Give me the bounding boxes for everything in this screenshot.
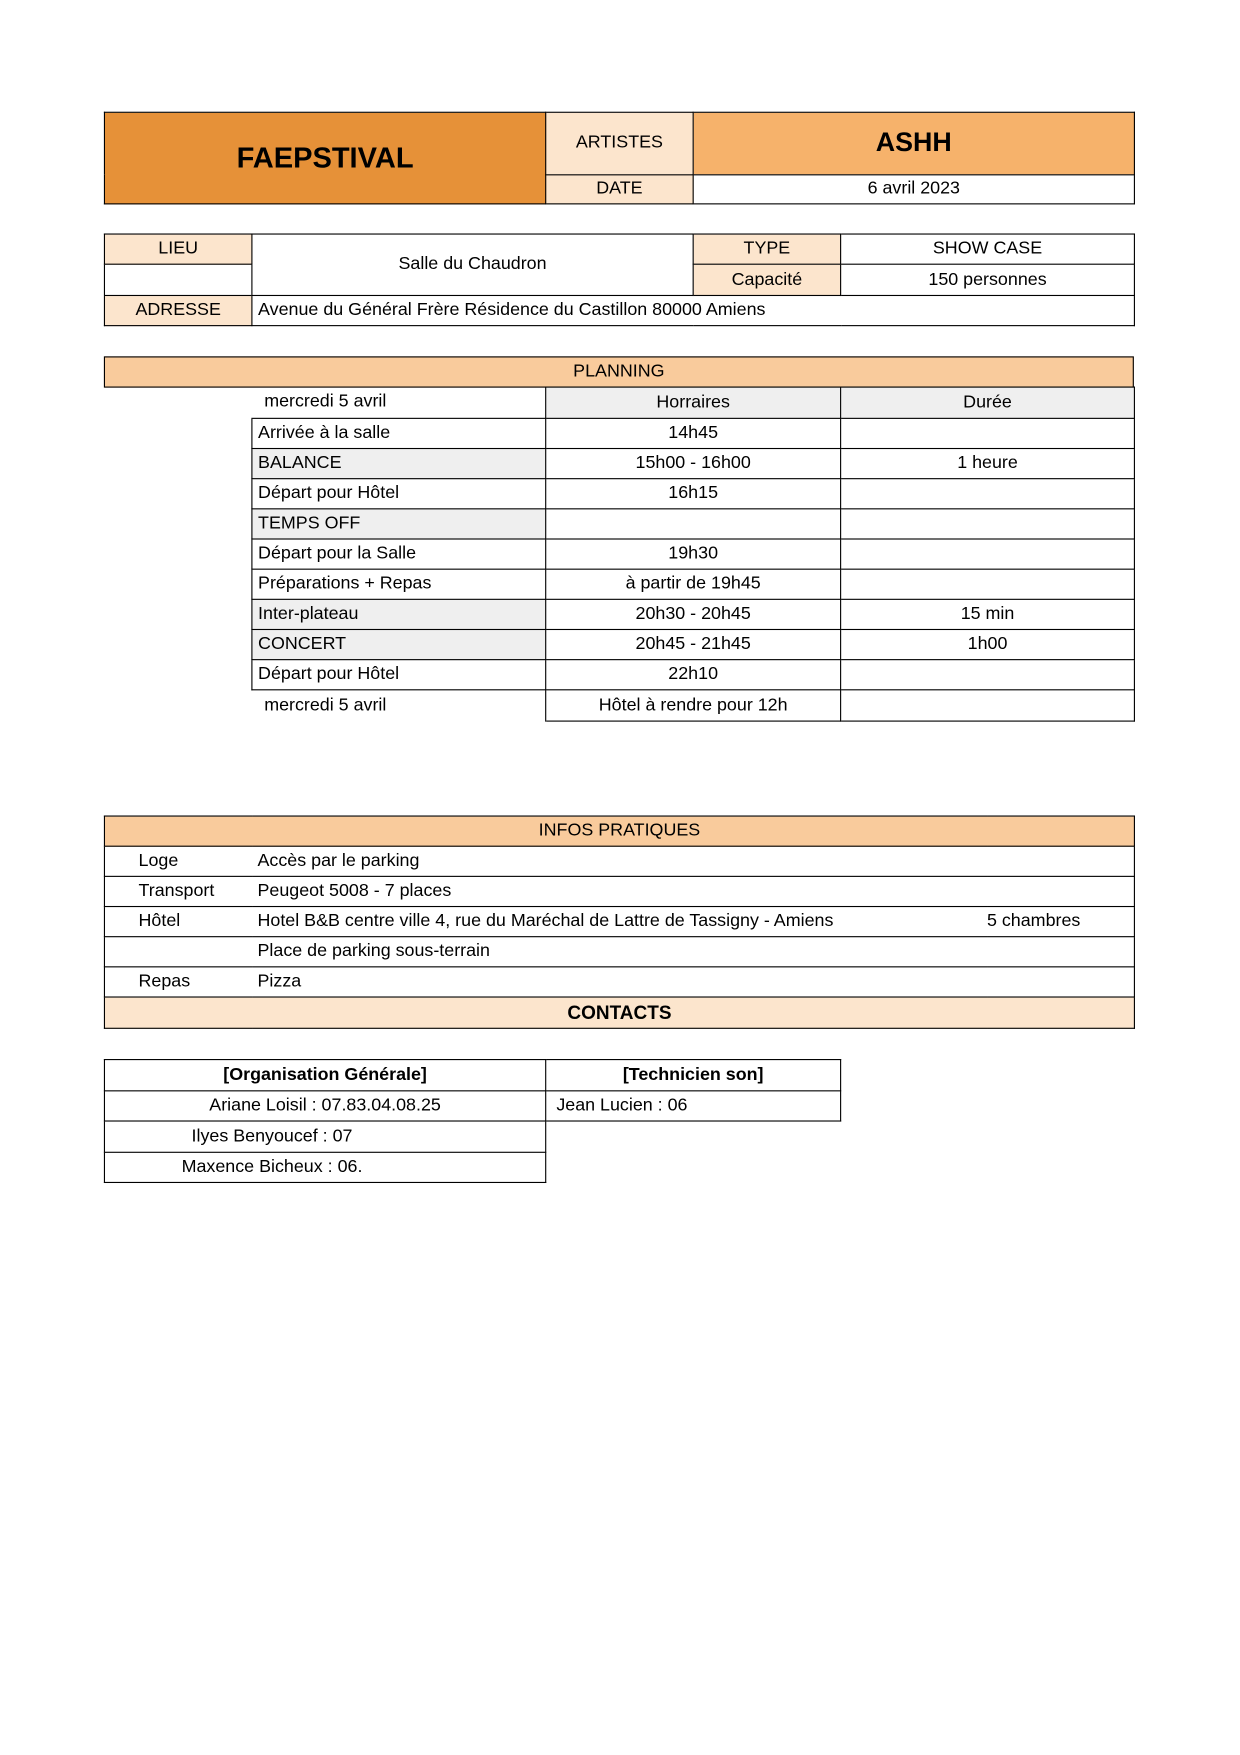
- planning-row: [252, 418, 1135, 448]
- info-value: Hotel B&B centre ville 4, rue du Maréchal de Lattre de Tassigny - Amiens: [252, 907, 987, 937]
- infos-table: [104, 815, 1135, 1028]
- planning-activity: Départ pour Hôtel: [252, 660, 546, 690]
- lieu-label: LIEU: [104, 234, 251, 264]
- artist-name: ASHH: [693, 112, 1134, 174]
- type-label: TYPE: [693, 234, 840, 264]
- planning-day: mercredi 5 avril: [252, 387, 546, 418]
- planning-activity: BALANCE: [252, 449, 546, 479]
- planning-row: [252, 599, 1135, 629]
- planning-duration: [841, 418, 1135, 448]
- planning-row: [252, 660, 1135, 690]
- address-value: Avenue du Général Frère Résidence du Castillon 80000 Amiens: [252, 295, 1135, 325]
- planning-activity: TEMPS OFF: [252, 509, 546, 539]
- info-label: Repas: [104, 967, 251, 997]
- date-label: DATE: [546, 174, 693, 203]
- info-extra: 5 chambres: [987, 907, 1134, 937]
- planning-row: [252, 539, 1135, 569]
- tech-title: [Technicien son]: [546, 1060, 841, 1091]
- planning-hours: à partir de 19h45: [546, 569, 841, 599]
- planning-duration: [841, 539, 1135, 569]
- planning-hours: 19h30: [546, 539, 841, 569]
- org-contact: Ariane Loisil : 07.83.04.08.25: [104, 1091, 545, 1121]
- planning-hours: 15h00 - 16h00: [546, 449, 841, 479]
- empty-cell: [546, 1121, 841, 1152]
- info-value: Place de parking sous-terrain: [252, 937, 987, 967]
- planning-title: PLANNING: [104, 356, 1134, 387]
- planning-row: [252, 629, 1135, 659]
- planning-activity: Départ pour Hôtel: [252, 479, 546, 509]
- empty-cell: [841, 690, 1135, 721]
- planning-activity: Départ pour la Salle: [252, 539, 546, 569]
- infos-title: INFOS PRATIQUES: [104, 816, 1134, 846]
- planning-duration: 1 heure: [841, 449, 1135, 479]
- planning-footer-day: mercredi 5 avril: [252, 690, 546, 721]
- planning-activity: Préparations + Repas: [252, 569, 546, 599]
- info-label: Hôtel: [104, 907, 251, 937]
- planning-row: [252, 479, 1135, 509]
- address-label: ADRESSE: [104, 295, 251, 325]
- planning-activity: Inter-plateau: [252, 599, 546, 629]
- artists-label: ARTISTES: [546, 112, 693, 174]
- planning-footer-note: Hôtel à rendre pour 12h: [546, 690, 841, 721]
- date-value: 6 avril 2023: [693, 174, 1134, 203]
- type-value: SHOW CASE: [841, 234, 1135, 264]
- capacity-label: Capacité: [693, 264, 840, 295]
- tech-contact: Jean Lucien : 06: [546, 1091, 841, 1121]
- venue-table: [104, 233, 1135, 326]
- info-row: [104, 937, 1134, 967]
- planning-row: [252, 509, 1135, 539]
- planning-duration: [841, 660, 1135, 690]
- info-extra: [987, 967, 1134, 997]
- col-hours: Horraires: [546, 387, 841, 418]
- lieu-value: Salle du Chaudron: [252, 234, 693, 295]
- info-value: Peugeot 5008 - 7 places: [252, 876, 987, 906]
- contacts-title: CONTACTS: [104, 997, 1134, 1028]
- col-duration: Durée: [841, 387, 1135, 418]
- planning-duration: 1h00: [841, 629, 1135, 659]
- info-row: [104, 846, 1134, 876]
- planning-hours: 14h45: [546, 418, 841, 448]
- info-label: Loge: [104, 846, 251, 876]
- empty-cell: [546, 1152, 841, 1182]
- info-extra: [987, 876, 1134, 906]
- planning-hours: 16h15: [546, 479, 841, 509]
- planning-table: [251, 387, 1135, 722]
- info-extra: [987, 846, 1134, 876]
- festival-name: FAEPSTIVAL: [104, 112, 545, 204]
- header-table: [104, 112, 1135, 205]
- planning-hours: [546, 509, 841, 539]
- info-label: [104, 937, 251, 967]
- info-row: [104, 876, 1134, 906]
- org-contact: Maxence Bicheux : 06.: [104, 1152, 545, 1182]
- info-value: Accès par le parking: [252, 846, 987, 876]
- planning-duration: [841, 569, 1135, 599]
- planning-hours: 22h10: [546, 660, 841, 690]
- planning-row: [252, 569, 1135, 599]
- info-row: [104, 907, 1134, 937]
- planning-duration: 15 min: [841, 599, 1135, 629]
- info-extra: [987, 937, 1134, 967]
- empty-cell: [104, 264, 251, 295]
- info-value: Pizza: [252, 967, 987, 997]
- capacity-value: 150 personnes: [841, 264, 1135, 295]
- planning-hours: 20h45 - 21h45: [546, 629, 841, 659]
- org-contact: Ilyes Benyoucef : 07: [104, 1121, 545, 1152]
- planning-hours: 20h30 - 20h45: [546, 599, 841, 629]
- planning-duration: [841, 509, 1135, 539]
- planning-duration: [841, 479, 1135, 509]
- org-title: [Organisation Générale]: [104, 1060, 545, 1091]
- info-label: Transport: [104, 876, 251, 906]
- info-row: [104, 967, 1134, 997]
- contacts-table: [104, 1059, 841, 1183]
- planning-activity: Arrivée à la salle: [252, 418, 546, 448]
- planning-row: [252, 449, 1135, 479]
- planning-activity: CONCERT: [252, 629, 546, 659]
